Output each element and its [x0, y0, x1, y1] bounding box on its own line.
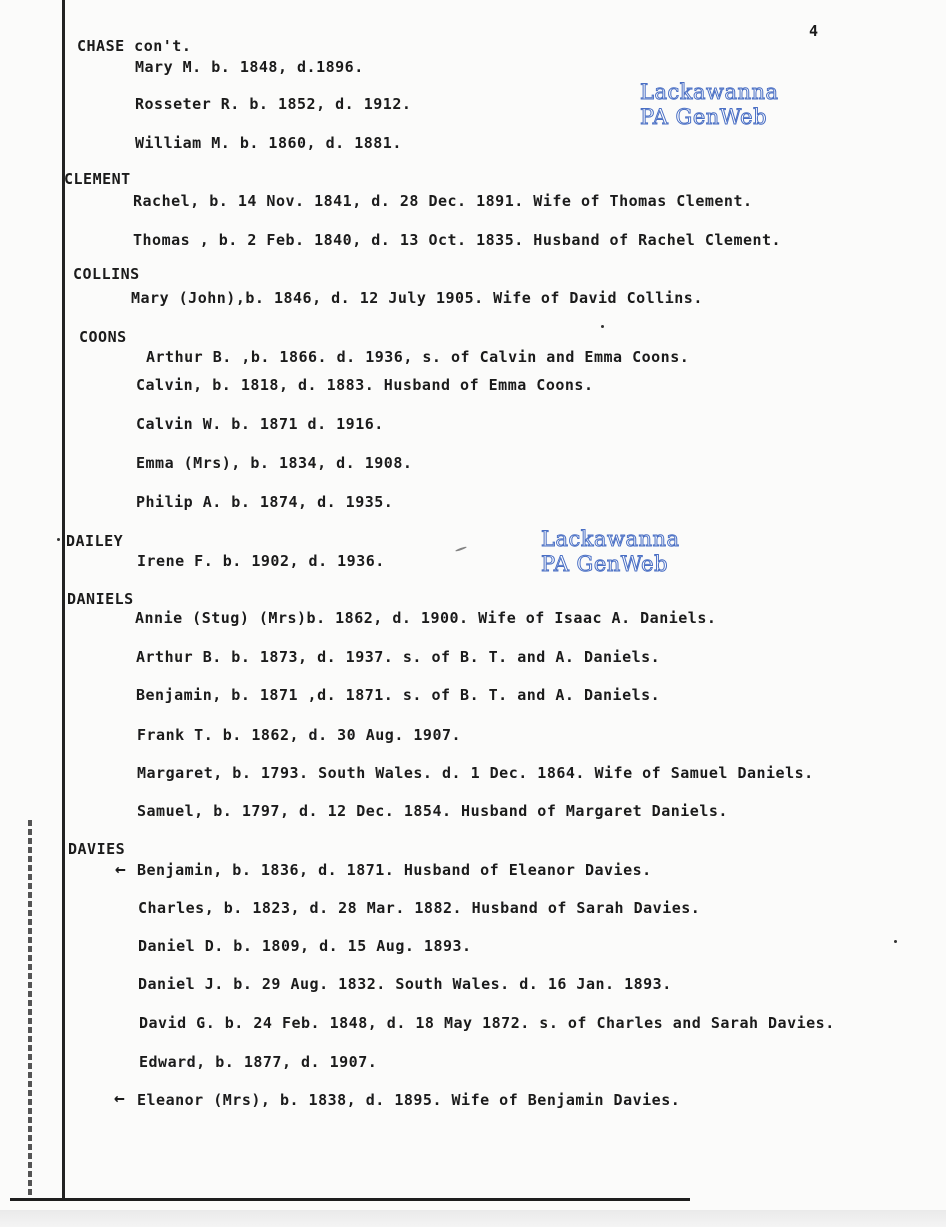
entry-line: Margaret, b. 1793. South Wales. d. 1 Dec. 1864. Wife of Samuel Daniels.: [137, 764, 814, 782]
entry-line: David G. b. 24 Feb. 1848, d. 18 May 1872. s. of Charles and Sarah Davies.: [139, 1014, 835, 1032]
surname-heading-chase: CHASE con't.: [77, 37, 192, 55]
page-bottom-edge: [0, 1198, 946, 1227]
entry-line: Irene F. b. 1902, d. 1936.: [137, 552, 385, 570]
entry-line: Calvin W. b. 1871 d. 1916.: [136, 415, 384, 433]
entry-line: Daniel J. b. 29 Aug. 1832. South Wales. d. 16 Jan. 1893.: [138, 975, 672, 993]
entry-line: Rosseter R. b. 1852, d. 1912.: [135, 95, 412, 113]
entry-line: Arthur B. b. 1873, d. 1937. s. of B. T. and A. Daniels.: [136, 648, 661, 666]
entry-line: Daniel D. b. 1809, d. 15 Aug. 1893.: [138, 937, 472, 955]
entry-line: Benjamin, b. 1871 ,d. 1871. s. of B. T. and A. Daniels.: [136, 686, 661, 704]
surname-heading-clement: CLEMENT: [64, 170, 131, 188]
entry-line: Philip A. b. 1874, d. 1935.: [136, 493, 394, 511]
watermark-line1: Lackawanna: [640, 80, 779, 104]
entry-line: Benjamin, b. 1836, d. 1871. Husband of Eleanor Davies.: [137, 861, 652, 879]
page-number: 4: [809, 22, 819, 40]
watermark-top: [640, 80, 779, 130]
surname-heading-daniels: DANIELS: [67, 590, 134, 608]
entry-line: Samuel, b. 1797, d. 12 Dec. 1854. Husband of Margaret Daniels.: [137, 802, 728, 820]
entry-line: Frank T. b. 1862, d. 30 Aug. 1907.: [137, 726, 462, 744]
entry-line: William M. b. 1860, d. 1881.: [135, 134, 402, 152]
scan-speck: [57, 538, 60, 541]
page-bottom-rule: [10, 1198, 690, 1201]
watermark-middle: [541, 527, 680, 577]
entry-line: Mary M. b. 1848, d.1896.: [135, 58, 364, 76]
left-arrow-marker-icon: ←: [115, 859, 126, 880]
entry-line: Eleanor (Mrs), b. 1838, d. 1895. Wife of Benjamin Davies.: [137, 1091, 681, 1109]
entry-line: Emma (Mrs), b. 1834, d. 1908.: [136, 454, 413, 472]
entry-line: Thomas , b. 2 Feb. 1840, d. 13 Oct. 1835. Husband of Rachel Clement.: [133, 231, 782, 249]
entry-line: Edward, b. 1877, d. 1907.: [139, 1053, 378, 1071]
entry-line: Calvin, b. 1818, d. 1883. Husband of Emma Coons.: [136, 376, 594, 394]
entry-line: Charles, b. 1823, d. 28 Mar. 1882. Husband of Sarah Davies.: [138, 899, 701, 917]
entry-line: Arthur B. ,b. 1866. d. 1936, s. of Calvin and Emma Coons.: [146, 348, 690, 366]
surname-heading-dailey: DAILEY: [66, 532, 124, 550]
scan-speck: [455, 546, 467, 552]
watermark-line2: PA GenWeb: [640, 105, 768, 129]
scan-speck: [894, 940, 897, 943]
entry-line: Rachel, b. 14 Nov. 1841, d. 28 Dec. 1891. Wife of Thomas Clement.: [133, 192, 753, 210]
entry-line: Mary (John),b. 1846, d. 12 July 1905. Wife of David Collins.: [131, 289, 703, 307]
watermark-line1: Lackawanna: [541, 527, 680, 551]
surname-heading-davies: DAVIES: [68, 840, 126, 858]
entry-line: Annie (Stug) (Mrs)b. 1862, d. 1900. Wife of Isaac A. Daniels.: [135, 609, 717, 627]
watermark-line2: PA GenWeb: [541, 552, 669, 576]
surname-heading-collins: COLLINS: [73, 265, 140, 283]
binding-shadow: [28, 820, 32, 1200]
left-arrow-marker-icon: ←: [114, 1088, 125, 1109]
surname-heading-coons: COONS: [79, 328, 127, 346]
scan-speck: [601, 325, 604, 328]
